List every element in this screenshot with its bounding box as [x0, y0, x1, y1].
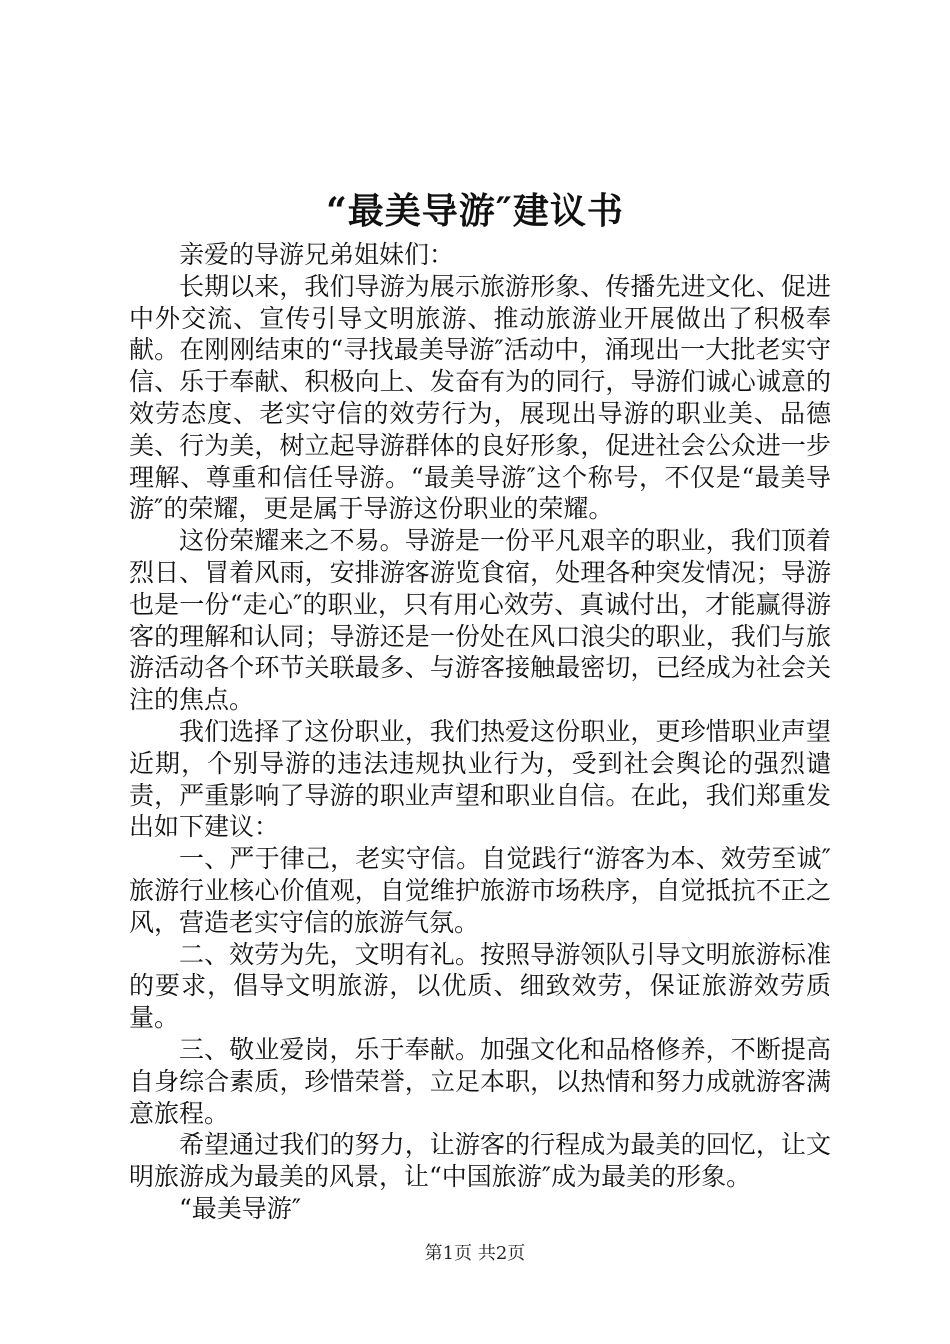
proposal-item-2: 二、效劳为先，文明有礼。按照导游领队引导文明旅游标准的要求，倡导文明旅游，以优质、细致效劳，保证旅游效劳质量。 [129, 939, 831, 1033]
proposal-item-3: 三、敬业爱岗，乐于奉献。加强文化和品格修养，不断提高自身综合素质，珍惜荣誉，立足本职，以热情和努力成就游客满意旅程。 [129, 1034, 831, 1128]
paragraph-2: 这份荣耀来之不易。导游是一份平凡艰辛的职业，我们顶着烈日、冒着风雨，安排游客游览食宿，处理各种突发情况；导游也是一份“走心″的职业，只有用心效劳、真诚付出，才能赢得游客的理解和认同；导游还是一份处在风口浪尖的职业，我们与旅游活动各个环节关联最多、与游客接触最密切，已经成为社会关注的焦点。 [129, 526, 831, 715]
page-number-footer: 第1页 共2页 [424, 1243, 526, 1264]
paragraph-1: 长期以来，我们导游为展示旅游形象、传播先进文化、促进中外交流、宣传引导文明旅游、推动旅游业开展做出了积极奉献。在刚刚结束的“寻找最美导游″活动中，涌现出一大批老实守信、乐于奉献、积极向上、发奋有为的同行，导游们诚心诚意的效劳态度、老实守信的效劳行为，展现出导游的职业美、品德美、行为美，树立起导游群体的良好形象，促进社会公众进一步理解、尊重和信任导游。“最美导游″这个称号，不仅是“最美导游″的荣耀，更是属于导游这份职业的荣耀。 [129, 271, 831, 524]
greeting-line: 亲爱的导游兄弟姐妹们： [179, 240, 455, 269]
paragraph-3: 我们选择了这份职业，我们热爱这份职业，更珍惜职业声望近期，个别导游的违法违规执业行为，受到社会舆论的强烈谴责，严重影响了导游的职业声望和职业自信。在此，我们郑重发出如下建议： [129, 716, 831, 842]
signature: “最美导游″ [179, 1193, 302, 1223]
document-body [129, 239, 831, 1225]
proposal-item-1: 一、严于律己，老实守信。自觉践行“游客为本、效劳至诚″旅游行业核心价值观，自觉维护旅游市场秩序，自觉抵抗不正之风，营造老实守信的旅游气氛。 [129, 844, 831, 937]
closing-paragraph: 希望通过我们的努力，让游客的行程成为最美的回忆，让文明旅游成为最美的风景，让“中国旅游″成为最美的形象。 [129, 1130, 831, 1192]
document-title: “最美导游″建议书 [326, 190, 624, 232]
